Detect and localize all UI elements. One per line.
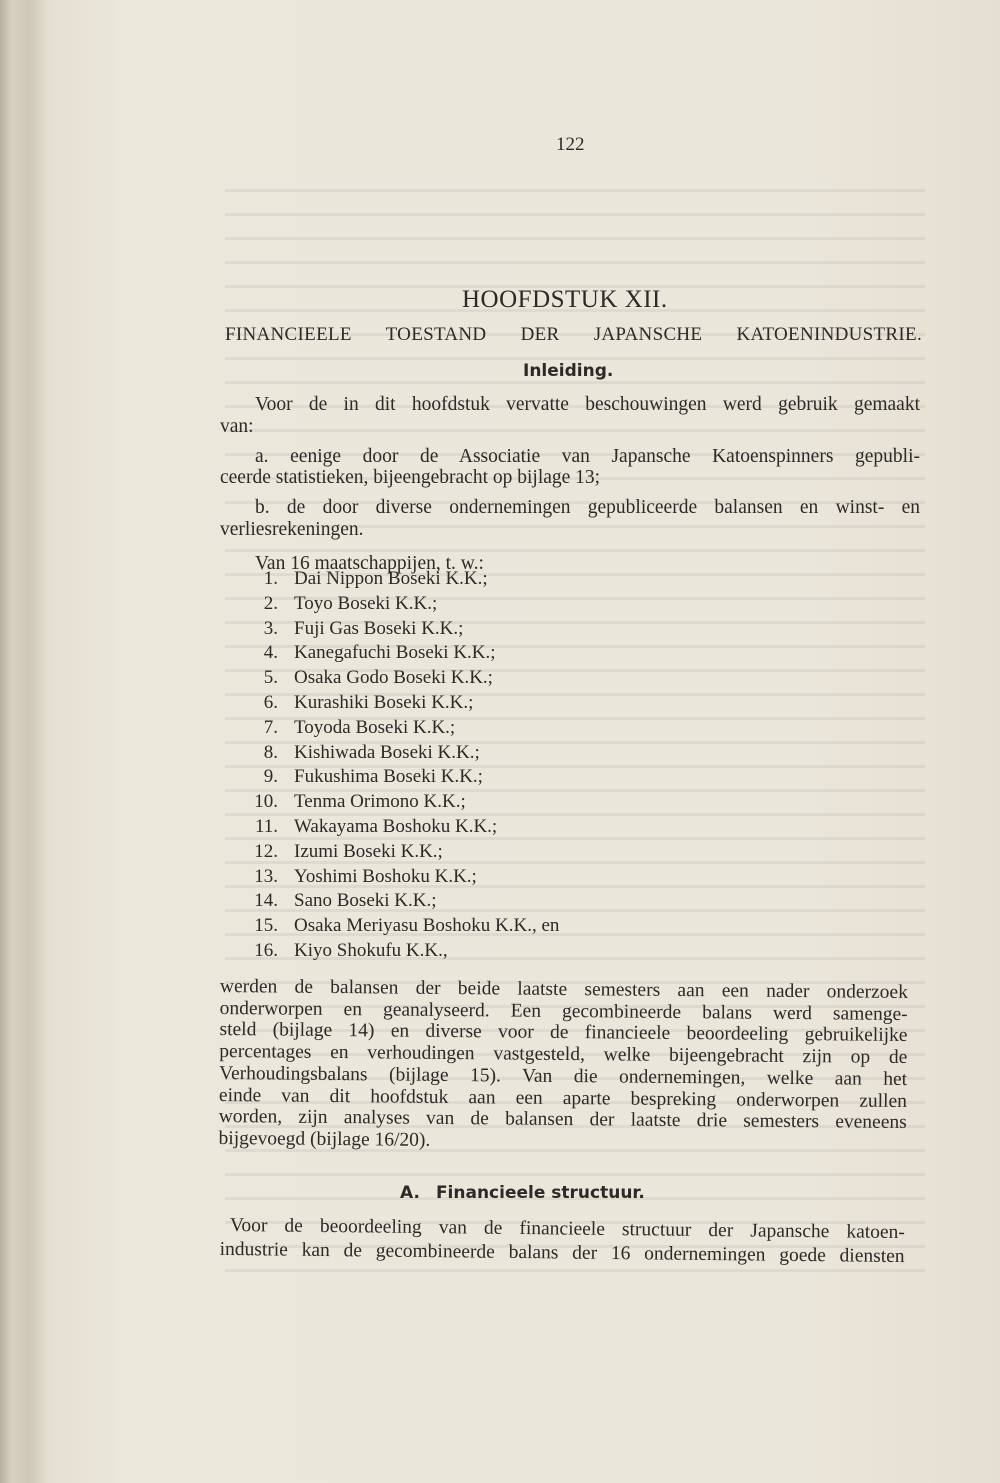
company-list <box>220 567 620 964</box>
company-name: Yoshimi Boshoku K.K.; <box>294 865 477 887</box>
list-item <box>220 815 620 840</box>
text-line: industrie kan de gecombineerde balans der 16 ondernemingen goede diensten <box>219 1238 905 1268</box>
list-item <box>220 666 620 691</box>
company-name: Wakayama Boshoku K.K.; <box>294 815 498 837</box>
chapter-subtitle: FINANCIEELE TOESTAND DER JAPANSCHE KATOENINDUSTRIE. <box>225 324 922 345</box>
text-line: Voor de in dit hoofdstuk vervatte beschouwingen werd gebruik gemaakt <box>255 394 920 415</box>
list-number: 15. <box>254 915 278 937</box>
list-number: 11. <box>254 815 278 837</box>
company-name: Kanegafuchi Boseki K.K.; <box>294 642 496 664</box>
text-line: b. de door diverse ondernemingen gepubliceerde balansen en winst- en <box>255 497 920 519</box>
company-name: Osaka Godo Boseki K.K.; <box>294 667 493 689</box>
list-number: 8. <box>263 741 278 763</box>
section-letter: A. <box>400 1183 420 1203</box>
company-name: Kiyo Shokufu K.K., <box>294 939 448 961</box>
list-item <box>220 865 620 890</box>
company-name: Dai Nippon Boseki K.K.; <box>294 568 488 589</box>
list-number: 16. <box>254 939 278 961</box>
text-line: steld (bijlage 14) en diverse voor de financieele beoordeeling gebruikelijke <box>219 1019 908 1047</box>
company-name: Toyo Boseki K.K.; <box>294 592 438 614</box>
list-number: 6. <box>263 691 278 713</box>
list-number: 5. <box>263 667 278 689</box>
text-line: onderworpen en geanalyseerd. Een gecombineerde balans werd samenge- <box>219 997 908 1025</box>
list-number: 1. <box>263 568 278 589</box>
section-heading-a <box>400 1183 645 1203</box>
company-name: Osaka Meriyasu Boshoku K.K., en <box>294 915 560 937</box>
company-name: Fukushima Boseki K.K.; <box>294 766 483 788</box>
list-item <box>220 790 620 815</box>
list-number: 2. <box>263 592 278 614</box>
list-item <box>220 641 620 666</box>
text-line: verliesrekeningen. <box>220 518 364 540</box>
list-item <box>220 617 620 642</box>
list-item <box>220 592 620 617</box>
text-line: Van 16 maatschappijen, t. w.: <box>255 552 484 574</box>
company-name: Kurashiki Boseki K.K.; <box>294 691 474 713</box>
text-line: werden de balansen der beide laatste semesters aan een nader onderzoek <box>219 976 908 1004</box>
list-item <box>220 716 620 741</box>
list-item <box>220 765 620 790</box>
list-number: 4. <box>263 642 278 664</box>
text-line: percentages en verhoudingen vastgesteld, welke bijeengebracht zijn op de <box>219 1041 908 1069</box>
list-number: 13. <box>254 865 278 887</box>
list-number: 7. <box>263 716 278 738</box>
list-number: 9. <box>263 766 278 788</box>
list-number: 12. <box>254 840 278 862</box>
list-number: 14. <box>254 890 278 912</box>
list-item <box>220 939 620 964</box>
list-number: 10. <box>254 791 278 813</box>
list-item <box>220 914 620 939</box>
page-number: 122 <box>556 134 585 155</box>
company-name: Toyoda Boseki K.K.; <box>294 716 456 738</box>
text-line: van: <box>220 415 254 437</box>
list-item <box>220 889 620 914</box>
list-item <box>220 691 620 716</box>
list-item <box>220 567 620 592</box>
company-name: Tenma Orimono K.K.; <box>294 791 466 813</box>
company-name: Fuji Gas Boseki K.K.; <box>294 617 464 639</box>
section-a-paragraph <box>219 1214 905 1269</box>
list-item <box>220 840 620 865</box>
section-title: Financieele structuur. <box>435 1183 645 1203</box>
company-name: Izumi Boseki K.K.; <box>294 840 443 862</box>
list-number: 3. <box>263 617 278 639</box>
text-line: einde van dit hoofdstuk aan een aparte bespreking onderworpen zullen <box>218 1084 908 1112</box>
text-line: ceerde statistieken, bijeengebracht op bijlage 13; <box>220 467 601 489</box>
company-name: Sano Boseki K.K.; <box>294 890 437 912</box>
section-heading-intro: Inleiding. <box>523 361 614 381</box>
text-line: worden, zijn analyses van de balansen der laatste drie semesters eveneens <box>218 1106 907 1134</box>
text-line: a. eenige door de Associatie van Japansche Katoenspinners gepubli- <box>255 445 920 467</box>
text-line: Voor de beoordeeling van de financieele structuur der Japansche katoen- <box>229 1215 905 1244</box>
text-line: Verhoudingsbalans (bijlage 15). Van die ondernemingen, welke aan het <box>219 1062 908 1090</box>
chapter-title: HOOFDSTUK XII. <box>462 286 668 313</box>
list-item <box>220 741 620 766</box>
body-paragraph <box>218 976 907 1156</box>
text-line: bijgevoegd (bijlage 16/20). <box>218 1127 431 1151</box>
company-name: Kishiwada Boseki K.K.; <box>294 741 480 763</box>
intro-paragraph <box>220 394 920 575</box>
